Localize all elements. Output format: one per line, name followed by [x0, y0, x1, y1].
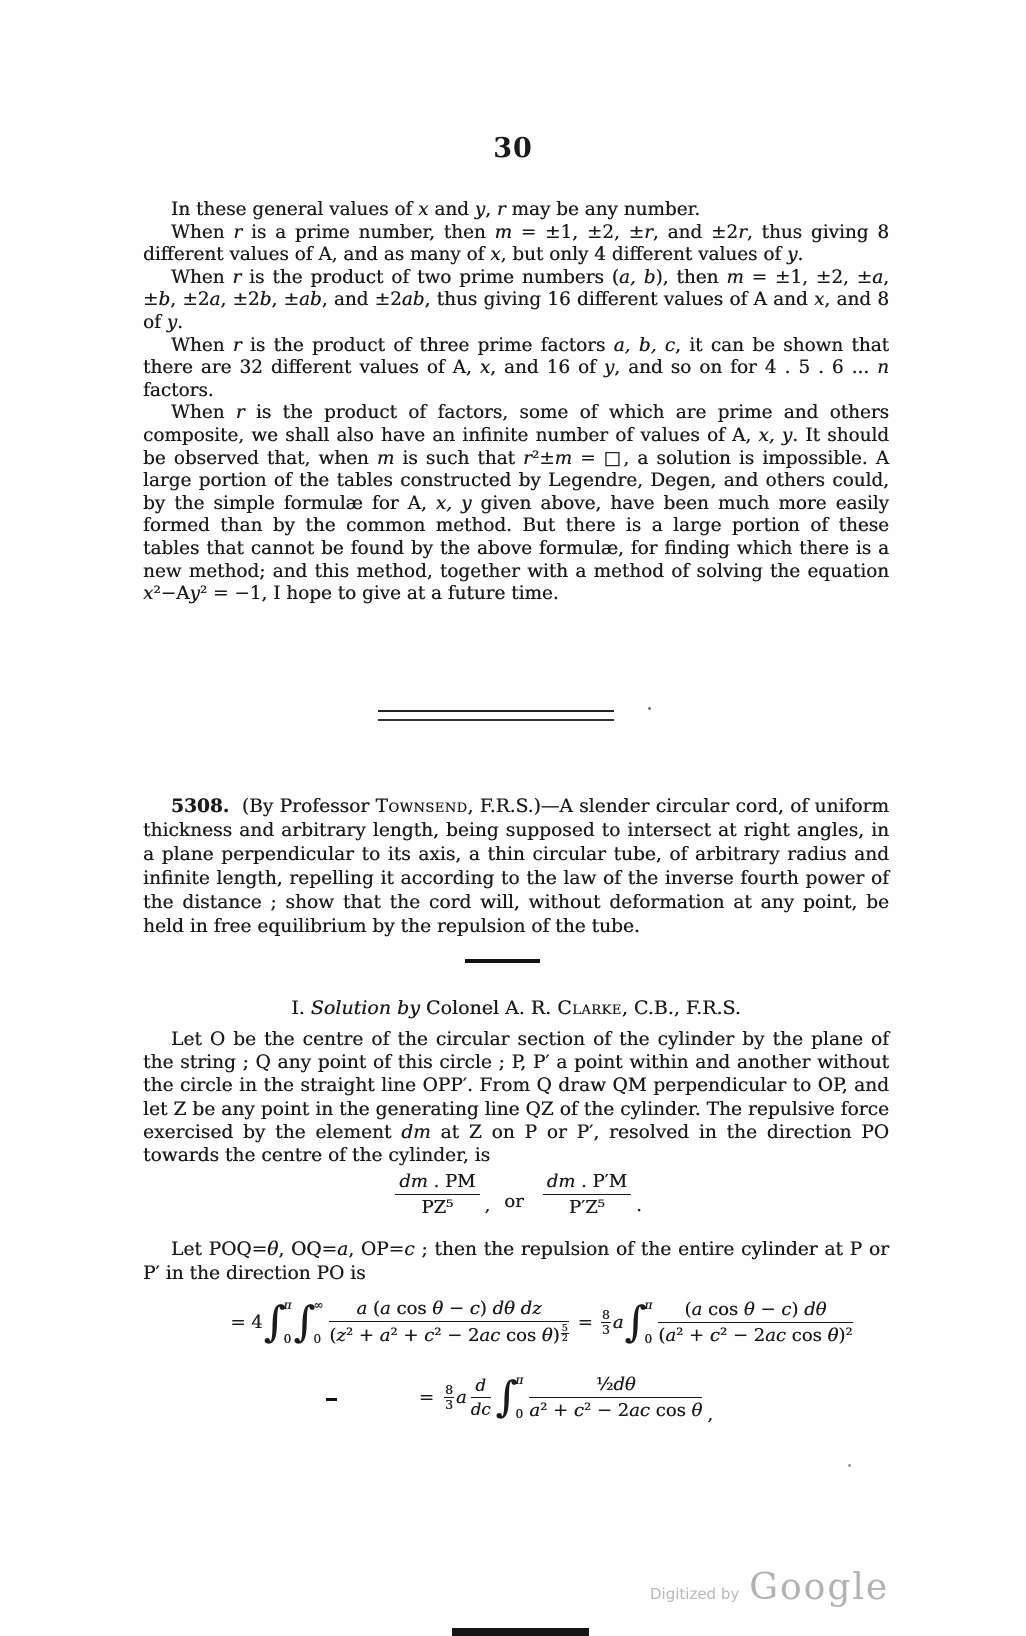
equals-sign: = — [418, 1386, 435, 1408]
fraction-numerator: (a cos θ − c) dθ — [658, 1299, 852, 1323]
google-watermark — [650, 1567, 889, 1608]
fraction-denominator: (z² + a² + c² − 2ac cos θ) $\frac{5}{2}$ — [329, 1323, 568, 1346]
page-edge-artifact — [452, 1628, 589, 1636]
integral-glyph: ∫ — [495, 1372, 518, 1421]
integral-lower-limit: 0 — [283, 1332, 292, 1346]
scan-speck — [648, 707, 651, 710]
fraction-denominator: P′Z⁵ — [568, 1196, 605, 1218]
integral-sign — [625, 1299, 653, 1345]
fraction-numerator: dm . P′M — [543, 1171, 631, 1195]
or-word: or — [504, 1190, 524, 1212]
integral-sign — [293, 1299, 323, 1345]
fraction-denominator: a² + c² − 2ac cos θ — [529, 1399, 703, 1421]
intro-paragraph-3: When r is the product of two prime numbers (a, b), then m = ±1, ±2, ±a, ±b, ±2a, ±2b, ±ab, and ±2ab, thus giving 16 different values of A and x, and 8 of y. — [143, 266, 889, 333]
fraction — [658, 1299, 852, 1346]
problem-statement: 5308. (By Professor Townsend, F.R.S.)—A slender circular cord, of uniform thickness and arbitrary length, being supposed to intersect at right angles, in a plane perpendicular to its axis, a thin circular tube, of arbitrary radius and infinite length, repelling it according to the law of the inverse fourth power of the distance ; show that the cord will, without deformation at any point, be held in free equilibrium by the repulsion of the tube. — [143, 796, 889, 937]
fraction-denominator: PZ⁵ — [421, 1196, 454, 1218]
fraction-numerator: dm . PM — [395, 1171, 479, 1195]
integral-lower-limit: 0 — [644, 1332, 653, 1346]
intro-paragraph-1: In these general values of x and y, r may be any number. — [171, 199, 701, 220]
period: . — [636, 1195, 642, 1216]
integral-lower-limit: 0 — [313, 1332, 321, 1346]
integral-upper-limit: π — [515, 1373, 524, 1387]
integral-upper-limit: π — [644, 1298, 653, 1312]
ink-smudge-artifact — [326, 1398, 337, 1401]
equals-four: = 4 — [230, 1311, 263, 1333]
variable-a: a — [455, 1386, 467, 1408]
problem-divider-rule — [465, 959, 540, 963]
exponent-five-halves: $\frac{5}{2}$ — [561, 1323, 568, 1344]
equals-sign: = — [577, 1311, 593, 1333]
integral-sign — [496, 1374, 524, 1420]
fraction — [329, 1298, 568, 1346]
scan-speck — [848, 1464, 851, 1467]
fraction — [395, 1171, 479, 1218]
integral-sign — [264, 1299, 292, 1345]
integral-upper-limit: π — [283, 1298, 292, 1312]
integral-glyph: ∫ — [263, 1297, 286, 1346]
solution-paragraph-2 — [143, 1238, 889, 1286]
intro-paragraph-2: When r is a prime number, then m = ±1, ±2, ±r, and ±2r, thus giving 8 different values of A, and as many of x, but only 4 different values of y. — [143, 221, 889, 266]
google-logo: Google — [749, 1567, 890, 1608]
solution-paragraph-1 — [143, 1028, 889, 1167]
section-divider-rule — [378, 710, 614, 721]
coefficient-eight-thirds: $\frac{8}{3}$ — [601, 1306, 610, 1337]
page-number: 30 — [493, 133, 533, 164]
fraction-denominator: (a² + c² − 2ac cos θ)² — [658, 1324, 853, 1346]
comma: , — [707, 1404, 714, 1425]
integral-glyph: ∫ — [624, 1297, 647, 1346]
equation-integral-1 — [171, 1283, 917, 1361]
coefficient-eight-thirds: $\frac{8}{3}$ — [445, 1381, 453, 1412]
integral-glyph: ∫ — [293, 1297, 316, 1346]
formula-repulsive-force — [143, 1168, 889, 1220]
variable-a: a — [612, 1311, 624, 1333]
fraction — [529, 1374, 702, 1421]
intro-paragraph-4: When r is the product of three prime factors a, b, c, it can be shown that there are 32 different values of A, x, and 16 of y, and so on for 4 . 5 . 6 ... n factors. — [143, 334, 889, 401]
equation-integral-2 — [193, 1365, 939, 1429]
intro-paragraph-5: When r is the product of factors, some of which are prime and others composite, we shall also have an infinite number of values of A, x, y. It should be observed that, when m is such that r²±m = □, a solution is impossible. A large portion of the tables constructed by Legendre, Degen, and others could, by the simple formulæ for A, x, y given above, have been much more easily formed than by the common method. But there is a large portion of these tables that cannot be found by the above formulæ, for finding which there is a new method; and this method, together with a method of solving the equation x²−Ay² = −1, I hope to give at a future time. — [143, 402, 890, 605]
intro-section — [143, 199, 889, 606]
fraction-numerator: a (a cos θ − c) dθ dz — [329, 1298, 568, 1322]
fraction — [543, 1171, 631, 1218]
solution-para1-text: Let O be the centre of the circular section of the cylinder by the plane of the string ; Q any point of this circle ; P, P′ a point within and another without the circle in the straight line OPP′. From Q draw QM perpendicular to OP, and let Z be any point in the generating line QZ of the cylinder. The repulsive force exercised by the element dm at Z on P or P′, resolved in the direction PO towards the centre of the cylinder, is — [143, 1029, 889, 1167]
digitized-by-label: Digitized by — [650, 1585, 740, 1603]
integral-lower-limit: 0 — [515, 1407, 524, 1421]
solution-para2-text: Let POQ=θ, OQ=a, OP=c ; then the repulsion of the entire cylinder at P or P′ in the direction PO is — [143, 1239, 889, 1284]
comma: , — [484, 1195, 491, 1216]
integral-upper-limit: ∞ — [313, 1298, 324, 1312]
problem-section — [143, 795, 889, 939]
fraction-numerator: ½dθ — [529, 1374, 702, 1398]
solution-heading: I. Solution by Colonel A. R. Clarke, C.B., F.R.S. — [291, 997, 741, 1019]
derivative-operator: $\frac{d}{dc}$ — [470, 1375, 491, 1419]
